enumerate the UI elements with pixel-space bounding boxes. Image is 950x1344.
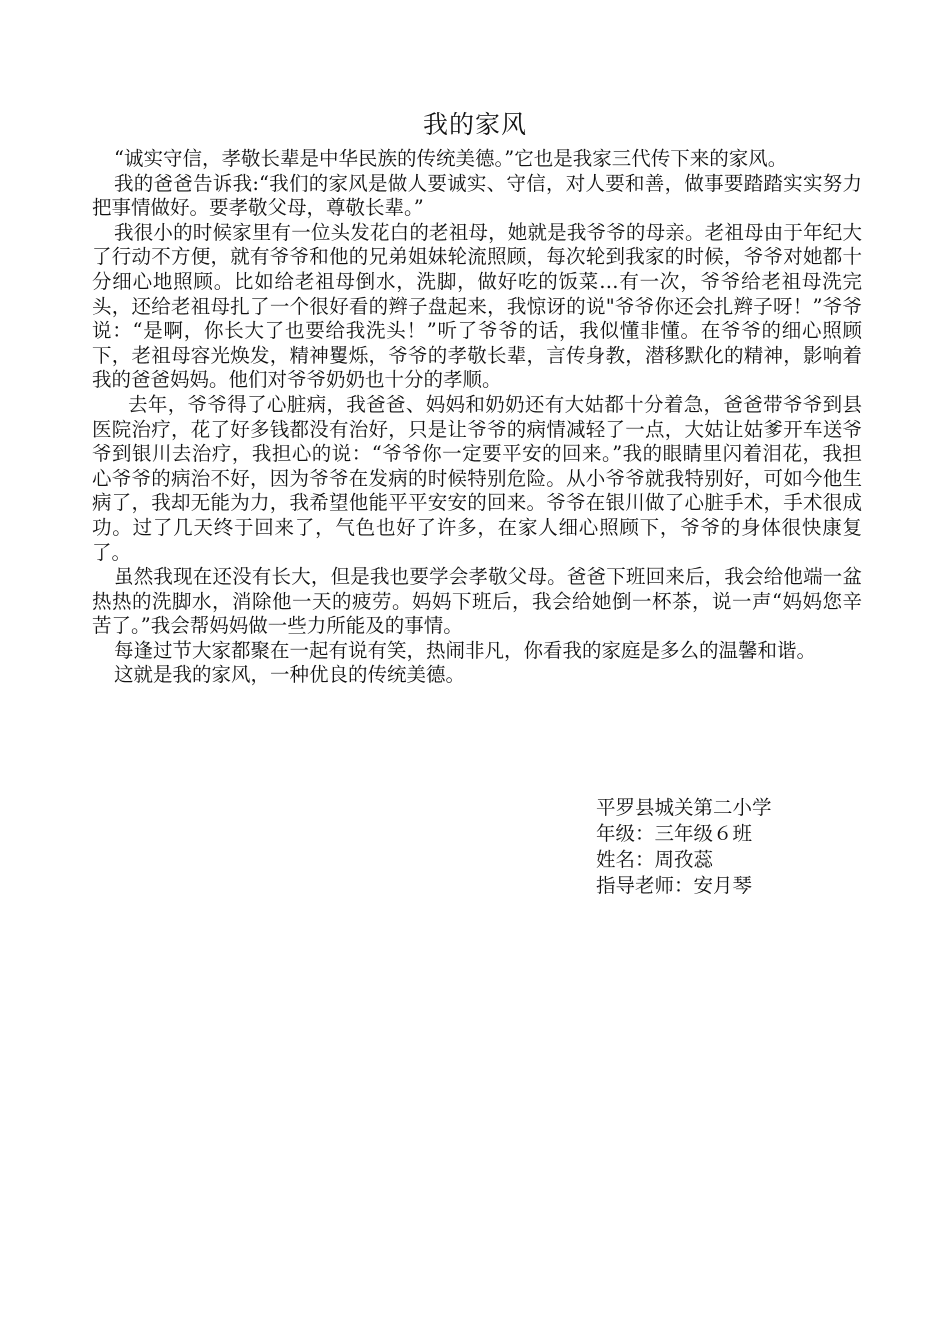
teacher-name: 指导老师：安月琴	[596, 874, 753, 897]
paragraph-5: 虽然我现在还没有长大，但是我也要学会孝敬父母。爸爸下班回来后，我会给他端一盆热热的洗脚水，消除他一天的疲劳。妈妈下班后，我会给她倒一杯茶，说一声“妈妈您辛苦了。”我会帮妈妈做一些力所能及的事情。	[92, 565, 862, 638]
essay-title: 我的家风	[422, 110, 527, 139]
student-name: 姓名：周孜蕊	[596, 848, 714, 871]
paragraph-3: 我很小的时候家里有一位头发花白的老祖母，她就是我爷爷的母亲。老祖母由于年纪大了行动不方便，就有爷爷和他的兄弟姐妹轮流照顾，每次轮到我家的时候，爷爷对她都十分细心地照顾。比如给老祖母倒水，洗脚，做好吃的饭菜…有一次，爷爷给老祖母洗完头，还给老祖母扎了一个很好看的辫子盘起来，我惊讶的说"爷爷你还会扎辫子呀！”爷爷说：“是啊，你长大了也要给我洗头！”听了爷爷的话，我似懂非懂。在爷爷的细心照顾下，老祖母容光焕发，精神矍烁，爷爷的孝敬长辈，言传身教，潜移默化的精神，影响着我的爸爸妈妈。他们对爷爷奶奶也十分的孝顺。	[92, 220, 862, 392]
signature-block	[596, 795, 896, 899]
paragraph-6: 每逢过节大家都聚在一起有说有笑，热闹非凡，你看我的家庭是多么的温馨和谐。	[114, 638, 817, 662]
essay-body	[92, 147, 862, 688]
paragraph-4: 去年，爷爷得了心脏病，我爸爸、妈妈和奶奶还有大姑都十分着急，爸爸带爷爷到县医院治疗，花了好多钱都没有治好，只是让爷爷的病情减轻了一点，大姑让姑爹开车送爷爷到银川去治疗，我担心的说：“爷爷你一定要平安的回来。”我的眼睛里闪着泪花，我担心爷爷的病治不好，因为爷爷在发病的时候特别危险。从小爷爷就我特别好，可如今他生病了，我却无能为力，我希望他能平平安安的回来。爷爷在银川做了心脏手术，手术很成功。过了几天终于回来了，气色也好了许多，在家人细心照顾下，爷爷的身体很快康复了。	[92, 392, 862, 564]
grade-line: 年级：三年级６班	[596, 822, 753, 845]
paragraph-2: 我的爸爸告诉我:“我们的家风是做人要诚实、守信，对人要和善，做事要踏踏实实努力把事情做好。要孝敬父母，尊敬长辈。”	[92, 171, 862, 220]
paragraph-1: “诚实守信，孝敬长辈是中华民族的传统美德。”它也是我家三代传下来的家风。	[114, 147, 788, 170]
school-name: 平罗县城关第二小学	[596, 796, 772, 819]
paragraph-7: 这就是我的家风，一种优良的传统美德。	[114, 663, 466, 687]
